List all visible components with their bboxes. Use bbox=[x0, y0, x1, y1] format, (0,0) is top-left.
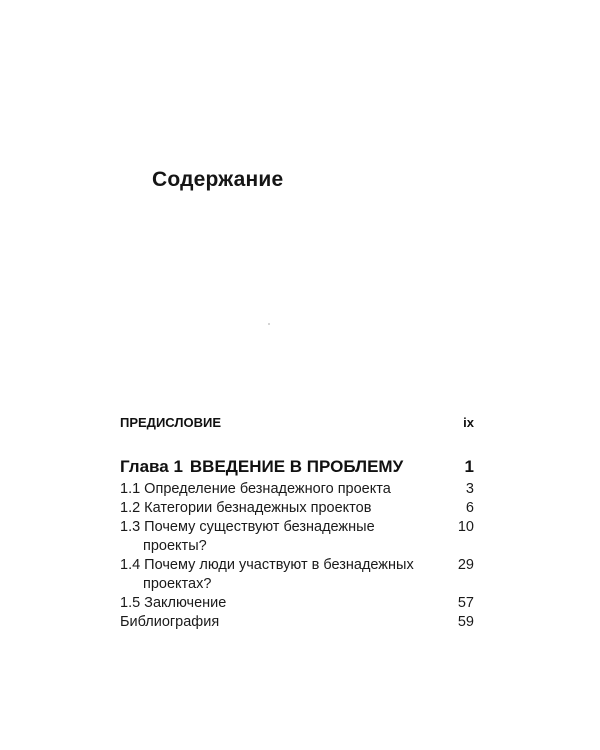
toc-entry[interactable] bbox=[120, 499, 474, 518]
toc-entry-text: 1.1 Определение безнадежного проекта bbox=[120, 481, 391, 497]
toc-entry[interactable] bbox=[120, 518, 474, 556]
toc-entry-text: Библиография bbox=[120, 614, 220, 630]
toc-entry[interactable] bbox=[120, 480, 474, 499]
toc-chapter-number: Глава 1 bbox=[120, 457, 183, 476]
toc-entry[interactable] bbox=[120, 556, 474, 594]
toc-entry-text: 1.2 Категории безнадежных проектов bbox=[120, 500, 372, 516]
toc-entry-text bbox=[120, 518, 450, 556]
toc-preface-page: ix bbox=[463, 415, 474, 430]
toc-preface-label: ПРЕДИСЛОВИЕ bbox=[120, 415, 221, 430]
toc-entry[interactable] bbox=[120, 594, 474, 613]
page-title: Содержание bbox=[152, 168, 284, 191]
toc-entry-line: 1.3 Почему существуют безнадежные bbox=[120, 519, 375, 535]
toc-entry[interactable] bbox=[120, 613, 474, 632]
toc-chapter-heading bbox=[120, 454, 403, 480]
toc-chapter-page: 1 bbox=[464, 457, 474, 476]
toc-entry-line-continued: проектах? bbox=[143, 576, 212, 592]
toc-preface-row[interactable] bbox=[120, 413, 474, 433]
toc-entry-line: 1.4 Почему люди участвуют в безнадежных bbox=[120, 557, 414, 573]
toc-entry-text bbox=[120, 556, 450, 594]
toc-chapter-title: ВВЕДЕНИЕ В ПРОБЛЕМУ bbox=[189, 457, 404, 476]
table-of-contents bbox=[120, 413, 474, 632]
toc-entry-page: 6 bbox=[465, 500, 474, 516]
toc-entry-text: 1.5 Заключение bbox=[120, 595, 227, 611]
toc-entry-page: 10 bbox=[457, 519, 474, 535]
toc-entry-line-continued: проекты? bbox=[143, 538, 207, 554]
toc-chapter-row[interactable] bbox=[120, 454, 474, 480]
toc-entry-page: 3 bbox=[465, 481, 474, 497]
toc-entry-page: 29 bbox=[457, 557, 474, 573]
toc-entry-page: 59 bbox=[457, 614, 474, 630]
scan-speck bbox=[268, 323, 270, 325]
toc-entry-page: 57 bbox=[457, 595, 474, 611]
